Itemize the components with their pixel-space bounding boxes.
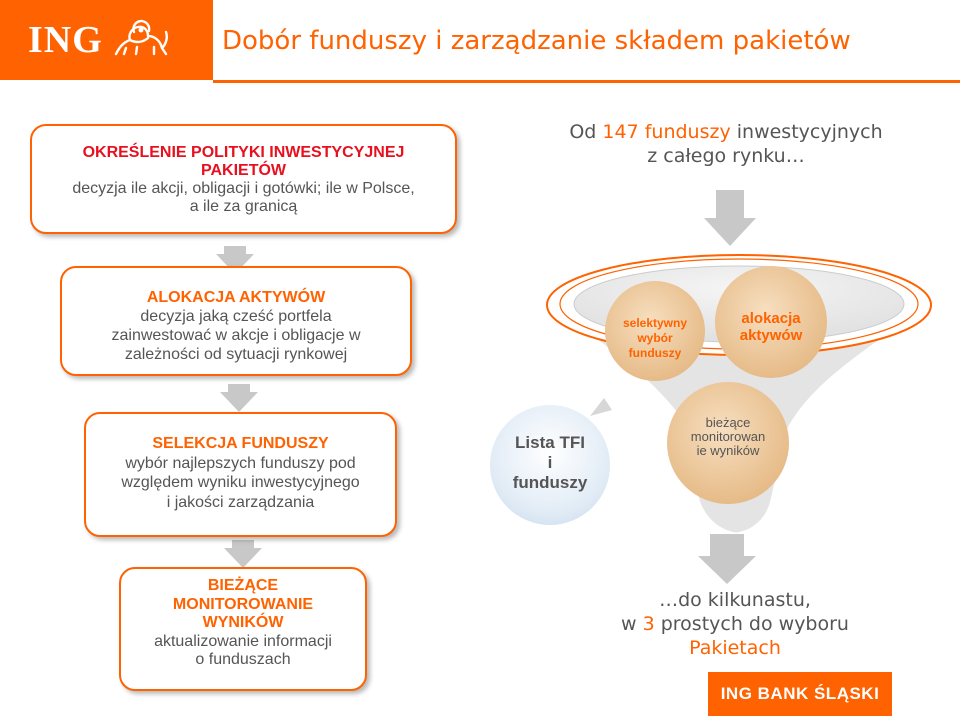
monitoring-box: BIEŻĄCE MONITOROWANIE WYNIKÓW aktualizowanie informacji o funduszach [119,567,367,691]
small-arrow-icon [590,398,612,416]
policy-box: OKREŚLENIE POLITYKI INWESTYCYJNEJ PAKIETÓW decyzja ile akcji, obligacji i gotówki; ile w Polsce, a ile za granicą [30,124,457,234]
down-arrow-icon [698,534,756,584]
circle-allocation-label: alokacja aktywów [739,310,803,344]
selection-box: SELEKCJA FUNDUSZY wybór najlepszych funduszy pod względem wyniku inwestycyjnego i jakości zarządzania [84,412,397,537]
allocation-box: ALOKACJA AKTYWÓW decyzja jaką cześć portfela zainwestować w akcje i obligacje w zależności od sytuacji rynkowej [60,266,412,376]
down-arrow-icon [220,384,258,412]
circle-selective-label: selektywny wybór funduszy [622,316,688,360]
circle-list-label: Lista TFI i funduszy [512,433,588,492]
ing-bank-logo: ING BANK ŚLĄSKI [708,672,892,716]
funds-count-text: Od 147 funduszy inwestycyjnych z całego rynku… [569,121,883,167]
circle-monitoring-label: bieżące monitorowan ie wyników [690,415,766,458]
down-arrow-icon [704,190,756,246]
down-arrow-icon [224,540,262,568]
ing-logo-text: ING [28,19,103,61]
packages-text: …do kilkunastu, w 3 prostych do wyboru Pakietach [621,589,849,659]
page-title: Dobór funduszy i zarządzanie składem pakietów [222,26,851,56]
